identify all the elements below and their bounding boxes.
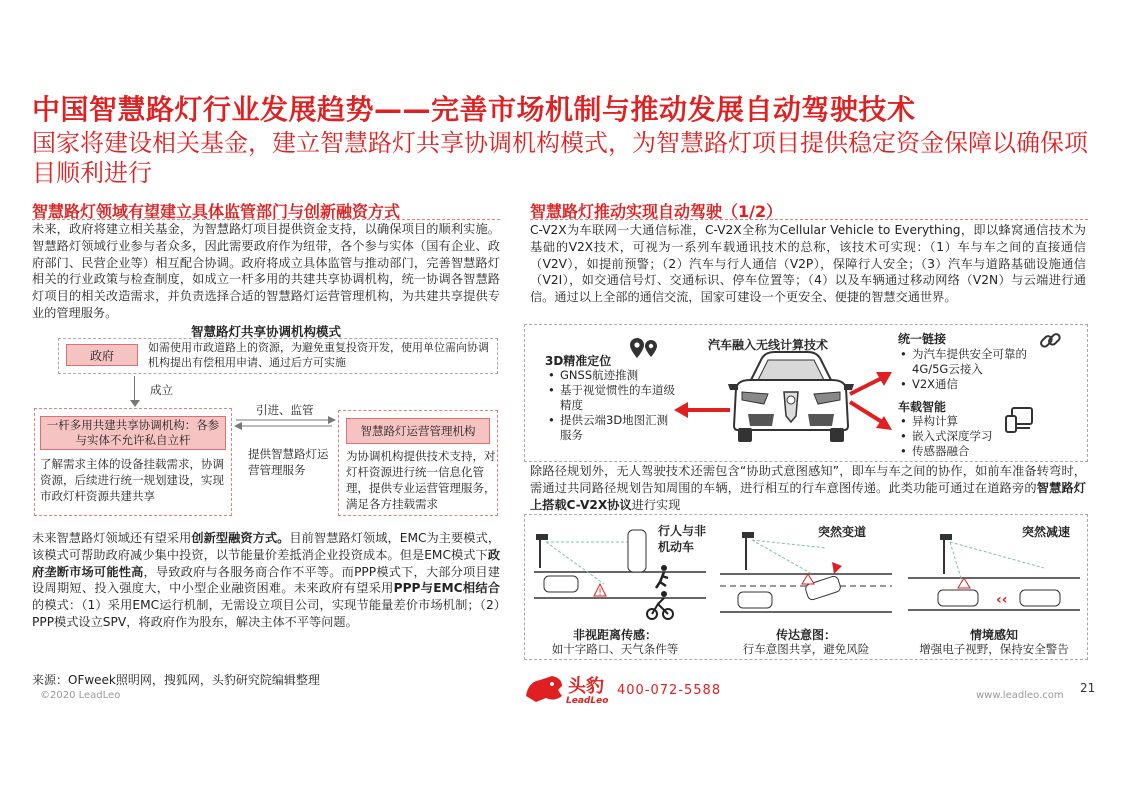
arrow-head-icon [130,400,140,407]
scene-lane-change-illustration [716,518,896,618]
scene-3-label: 情境感知 [969,628,1018,642]
left-divider [32,219,500,220]
scene-2-desc: 行车意图共享，避免风险 [742,642,870,656]
page-title: 中国智慧路灯行业发展趋势——完善市场机制与推动发展自动驾驶技术 [32,93,916,126]
right-para-2: 除路径规划外，无人驾驶技术还需包含“协助式意图感知”，即车与车之间的协作，如前车准备转弯时，需通过共同路径规划告知周围的车辆，进行相互的行车意图传递。此类功能可通过在道路旁的智慧路灯上搭载C-V2X协议进行实现 [530,464,1086,512]
smart-list [900,414,1010,459]
scene-1-desc: 如十字路口、天气条件等 [551,642,679,656]
bidirectional-arrow-icon [232,416,338,430]
smart-item: • 异构计算 [900,414,1010,429]
location-pin-icon [628,336,662,362]
right-para-1: C-V2X为车联网一大通信标准，C-V2X全称为Cellular Vehicle to Everything，即以蜂窝通信技术为基础的V2X技术，可视为一系列车载通讯技术的总称，该技术可实现：（1）车与车之间的直接通信（V2V），如提前预警；（2）汽车与行人通信（V2P），保障行人安全；（3）汽车与道路基础设施通信（V2I），如交通信号灯、交通标识、停车位置等；（4）以及车辆通过移动网络（V2N）与云端进行通信。通过以上全部的通信交流，国家可建设一个更安全、便捷的智慧交通世界。 [530,223,1086,305]
ops-label: 智慧路灯运营管理机构 [346,418,490,444]
leadleo-logo-icon [522,672,566,706]
svg-text:‹‹: ‹‹ [996,592,1008,608]
gov-text: 如需使用市政道路上的资源，为避免重复投资开发，使用单位需向协调机构提出有偿租用申请、通过后方可实施 [148,341,489,369]
ops-text: 为协调机构提供技术支持，对灯杆资源进行统一信息化管理，提供专业运营管理服务，满足各方挂载需求 [346,449,496,511]
smart-item: • 传感器融合 [900,444,1010,459]
left-heading: 智慧路灯领域有望建立具体监管部门与创新融资方式 [32,202,401,221]
loc-item: • GNSS航迹推测 [548,368,678,383]
loc-item: • 基于视觉惯性的车道级精度 [548,383,678,413]
page-number: 21 [1080,681,1096,695]
footer-logo: 头豹 [568,676,604,697]
arrow-top-label: 引进、监管 [256,403,314,417]
link-list [900,347,1050,392]
right-heading: 智慧路灯推动实现自动驾驶（1/2） [530,202,783,221]
coord-text: 了解需求主体的设备挂载需求，协调资源，后续进行统一规划建设，实现市政灯杆资源共建共享 [40,457,224,503]
footer-copyright: ©2020 LeadLeo [40,690,121,701]
scene-2-tag: 突然变道 [818,525,867,539]
left-para-1: 未来，政府将建立相关基金，为智慧路灯项目提供资金支持，以确保项目的顺利实施。智慧路灯领域行业参与者众多，因此需要政府作为纽带，各个参与实体（国有企业、政府部门、民营企业等）相互配合协调。政府将成立具体监管与推动部门，完善智慧路灯相关的行业政策与检查制度，如成立一杆多用的共建共享协调机构，统一协调各智慧路灯项目的相关改造需求，并负责选择合适的智慧路灯运营管理机构，为共建共享提供专业的管理服务。 [32,222,500,320]
gov-label: 政府 [66,344,138,366]
link-item: • V2X通信 [900,377,1050,392]
arrow-bottom-label: 提供智慧路灯运营管理服务 [248,447,329,477]
left-para-2: 未来智慧路灯领域还有望采用创新型融资方式。目前智慧路灯领域，EMC为主要模式，该模式可帮助政府减少集中投资，以节能量价差抵消企业投资成本。但是EMC模式下政府垄断市场可能性高，导致政府与各服务商合作不平等。而PPP模式下，大部分项目建设周期短、投入强度大，中小型企业融资困难。未来政府有望采用PPP与EMC相结合的模式：（1）采用EMC运行机制，无需设立项目公司，实现节能量差价市场机制；（2）PPP模式设立SPV，将政府作为股东，解决主体不平等问题。 [32,531,501,629]
left-red-arrow-icon [672,398,732,422]
scene-3-tag: 突然减速 [1022,525,1071,539]
footer-logo-sub: LeadLeo [566,696,609,706]
right-divider [530,219,1088,220]
smart-title: 车载智能 [898,400,947,414]
car-title: 汽车融入无线计算技术 [708,338,829,352]
scene-2-label: 传达意图： [775,628,836,642]
scene-3-desc: 增强电子视野，保持安全警告 [919,642,1069,656]
right-red-arrows-icon [846,366,896,436]
car-front-icon [728,348,854,448]
establish-label: 成立 [150,383,173,397]
diagram-title: 智慧路灯共享协调机构模式 [190,324,341,339]
footer-source: 来源：OFweek照明网，搜狐网，头豹研究院编辑整理 [32,673,320,687]
loc-title: 3D精准定位 [545,354,612,368]
link-title: 统一链接 [898,332,947,346]
page-subtitle: 国家将建设相关基金，建立智慧路灯共享协调机构模式，为智慧路灯项目提供稳定资金保障以确保项目顺利进行 [32,129,1088,187]
smart-item: • 嵌入式深度学习 [900,429,1010,444]
scene-1-label: 非视距离传感： [572,628,657,642]
loc-item: • 提供云端3D地图汇测服务 [548,413,678,443]
footer-phone[interactable]: 400-072-5588 [617,683,722,698]
coord-label: 一杆多用共建共享协调机构：各参与实体不允许私自立杆 [40,416,226,450]
footer-website[interactable]: www.leadleo.com [976,690,1064,701]
scene-1-tag: 行人与非机动车 [658,524,707,554]
link-item: • 为汽车提供安全可靠的4G/5G云接入 [900,347,1050,377]
loc-list [548,368,678,443]
svg-text:!: ! [598,588,602,598]
pedestrian-cyclist-icon [644,564,674,620]
